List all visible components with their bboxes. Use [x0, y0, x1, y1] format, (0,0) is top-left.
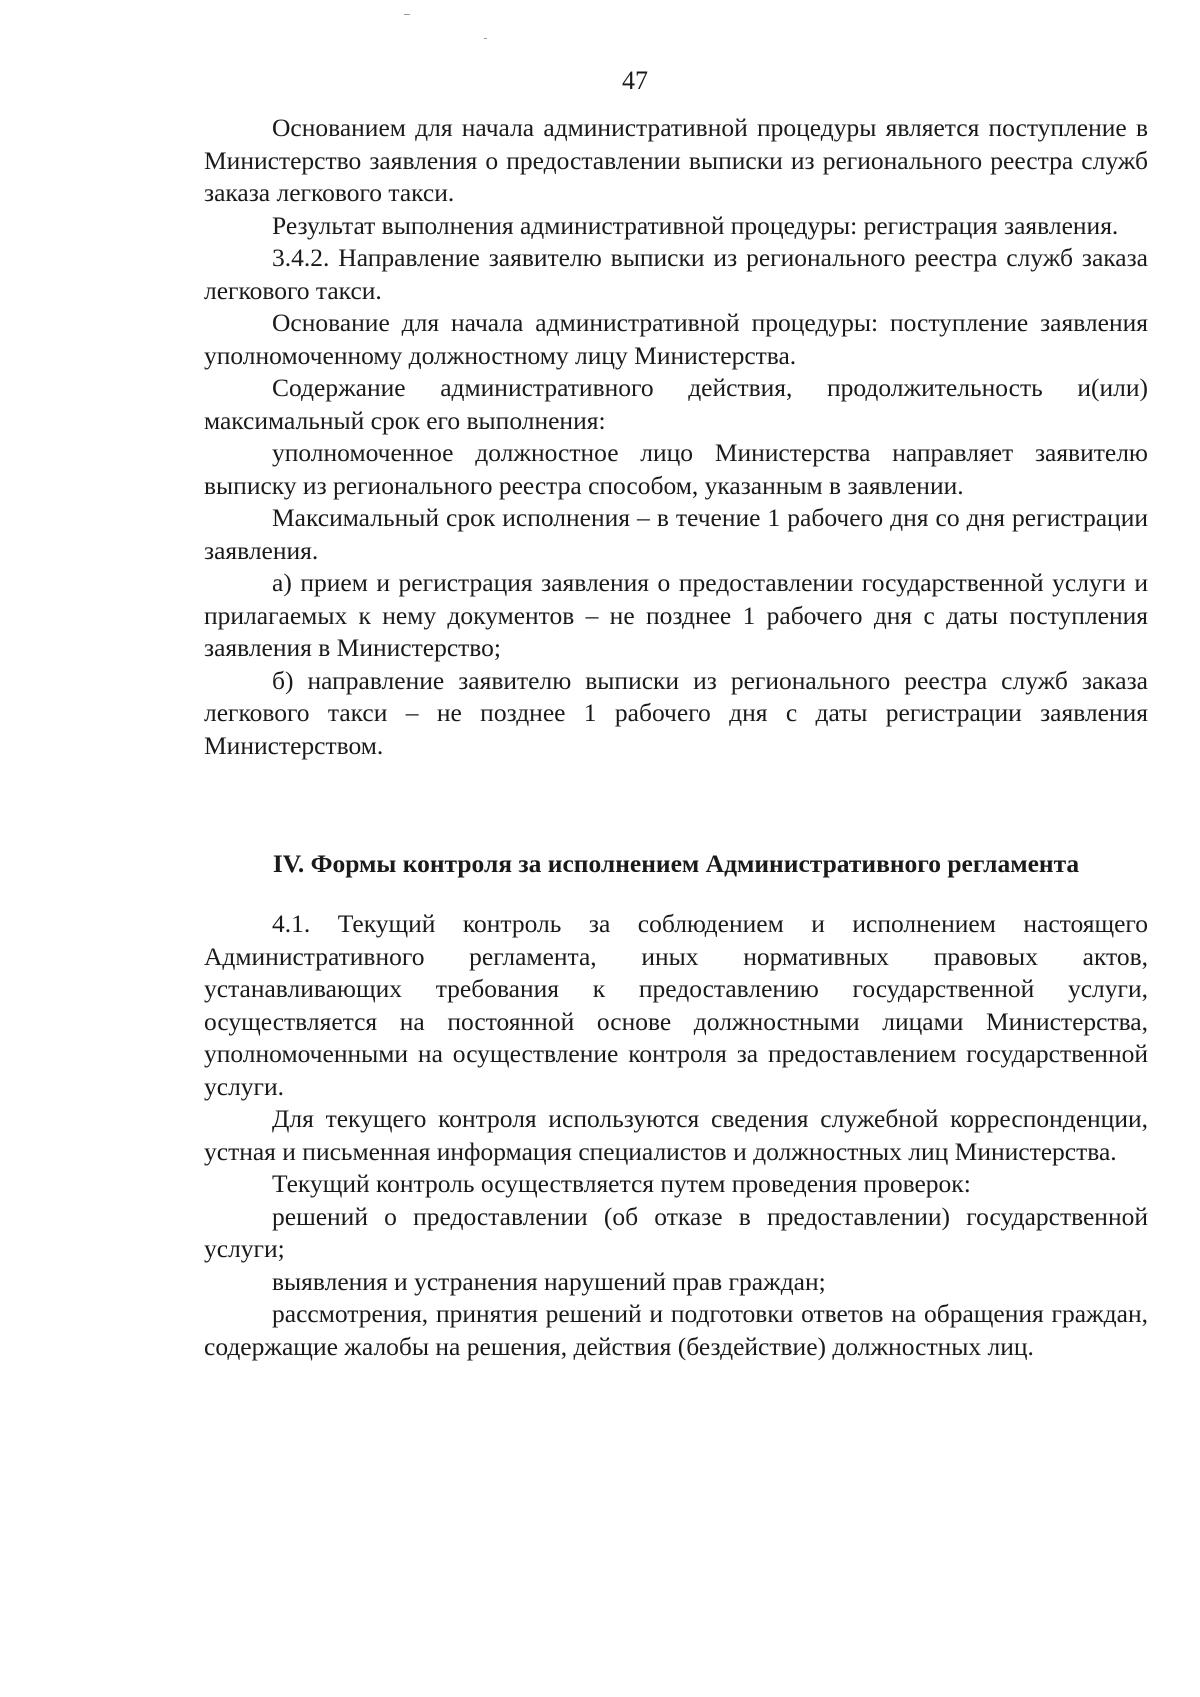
paragraph: 4.1. Текущий контроль за соблюдением и исполнением настоящего Административного регламента, иных нормативных правовых актов, устанавливающих требования к предоставлению государственной услуги, осуществляется на постоянной основе должностными лицами Министерства, уполномоченными на осуществление контроля за предоставлением государственной услуги. — [204, 909, 1148, 1101]
paragraph: 3.4.2. Направление заявителю выписки из регионального реестра служб заказа легкового такси. — [204, 243, 1148, 305]
paragraph: решений о предоставлении (об отказе в предоставлении) государственной услуги; — [204, 1201, 1148, 1263]
paragraph: б) направление заявителю выписки из регионального реестра служб заказа легкового такси – не позднее 1 рабочего дня с даты регистрации заявления Министерством. — [204, 665, 1148, 760]
paragraph: Результат выполнения административной процедуры: регистрация заявления. — [272, 210, 1119, 240]
paragraph: Максимальный срок исполнения – в течение 1 рабочего дня со дня регистрации заявления. — [204, 503, 1148, 565]
paragraph: Содержание административного действия, продолжительность и(или) максимальный срок его выполнения: — [204, 373, 1148, 435]
paragraph: Основанием для начала административной процедуры является поступление в Министерство заявления о предоставлении выписки из регионального реестра служб заказа легкового такси. — [204, 113, 1148, 207]
paragraph: Для текущего контроля используются сведения служебной корреспонденции, устная и письменная информация специалистов и должностных лиц Министерства. — [204, 1104, 1148, 1166]
scan-artifact — [484, 38, 487, 39]
paragraph: выявления и устранения нарушений прав граждан; — [272, 1266, 826, 1296]
section-3-text — [204, 112, 1148, 762]
paragraph: уполномоченное должностное лицо Министерства направляет заявителю выписку из регионального реестра способом, указанным в заявлении. — [204, 438, 1148, 500]
section-4-text — [204, 908, 1148, 1363]
paragraph: а) прием и регистрация заявления о предоставлении государственной услуги и прилагаемых к нему документов – не позднее 1 рабочего дня с даты поступления заявления в Министерство; — [204, 568, 1148, 662]
paragraph: Текущий контроль осуществляется путем проведения проверок: — [272, 1169, 971, 1198]
paragraph: Основание для начала административной процедуры: поступление заявления уполномоченному должностному лицу Министерства. — [204, 308, 1148, 370]
page-number: 47 — [622, 66, 648, 95]
paragraph: рассмотрения, принятия решений и подготовки ответов на обращения граждан, содержащие жалобы на решения, действия (бездействие) должностных лиц. — [204, 1299, 1148, 1361]
section-heading: IV. Формы контроля за исполнением Административного регламента — [272, 849, 1080, 878]
scan-artifact — [404, 14, 410, 15]
